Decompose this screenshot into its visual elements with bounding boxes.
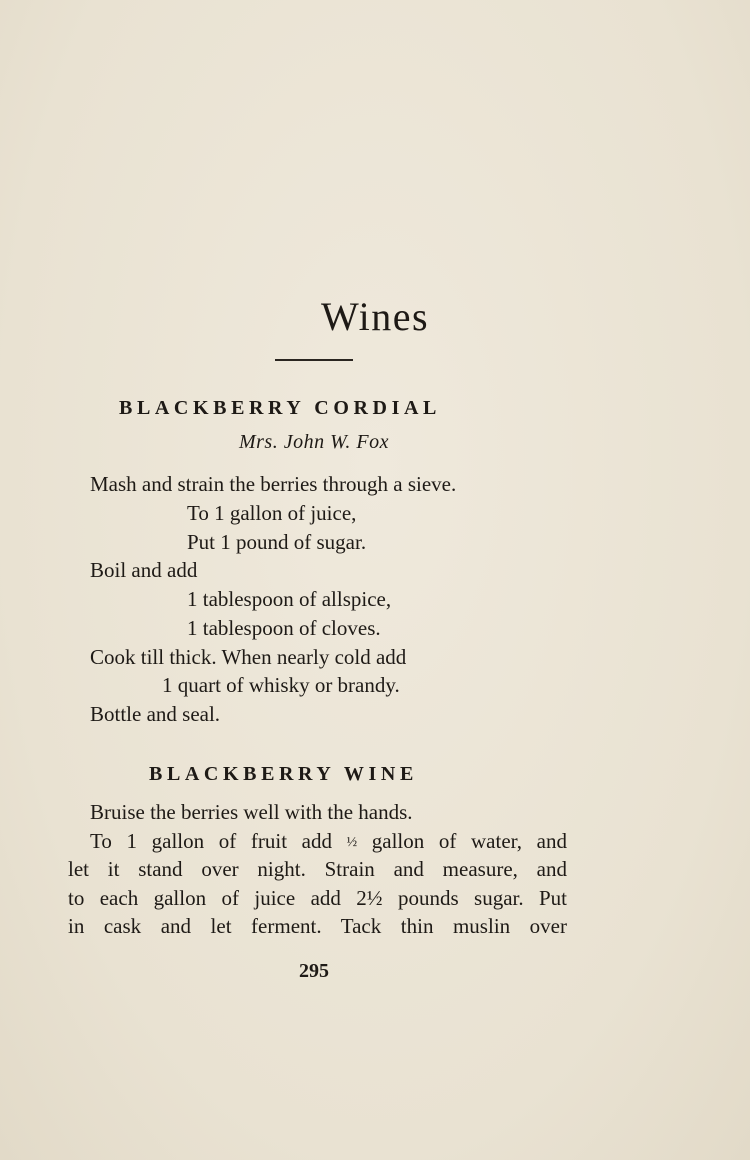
title-rule [275,359,353,361]
chapter-title: Wines [320,294,430,339]
recipe-line: Cook till thick. When nearly cold add [90,645,407,669]
recipe-line-part: pounds sugar. Put [397,886,568,910]
recipe-line-part: gallon of water, and [371,829,568,853]
recipe-line: To 1 gallon of juice, [187,501,357,525]
recipe-line: in cask and let ferment. Tack thin muslin over [68,914,567,938]
recipe-line: Mash and strain the berries through a sieve. [90,472,457,496]
recipe-line-part: To 1 gallon of fruit add [90,829,332,853]
recipe-credit: Mrs. John W. Fox [238,431,390,453]
recipe-line: Boil and add [90,558,198,582]
fraction-half: ½ [346,835,358,850]
recipe-line: Put 1 pound of sugar. [187,530,367,554]
recipe-line-part: to each gallon of juice add [68,886,341,910]
recipe-line: 1 tablespoon of cloves. [187,616,381,640]
recipe-line: Bottle and seal. [90,702,221,726]
recipe-title-blackberry-wine: BLACKBERRY WINE [149,763,418,785]
fraction-two-and-half: 2½ [356,886,383,910]
recipe-line [90,829,567,854]
recipe-line [68,886,567,911]
recipe-title-blackberry-cordial: BLACKBERRY CORDIAL [119,397,441,419]
recipe-line: 1 quart of whisky or brandy. [162,673,400,697]
recipe-line: 1 tablespoon of allspice, [187,587,392,611]
recipe-line: let it stand over night. Strain and measure, and [68,857,567,881]
recipe-line: Bruise the berries well with the hands. [90,800,413,824]
page-number: 295 [299,960,329,982]
